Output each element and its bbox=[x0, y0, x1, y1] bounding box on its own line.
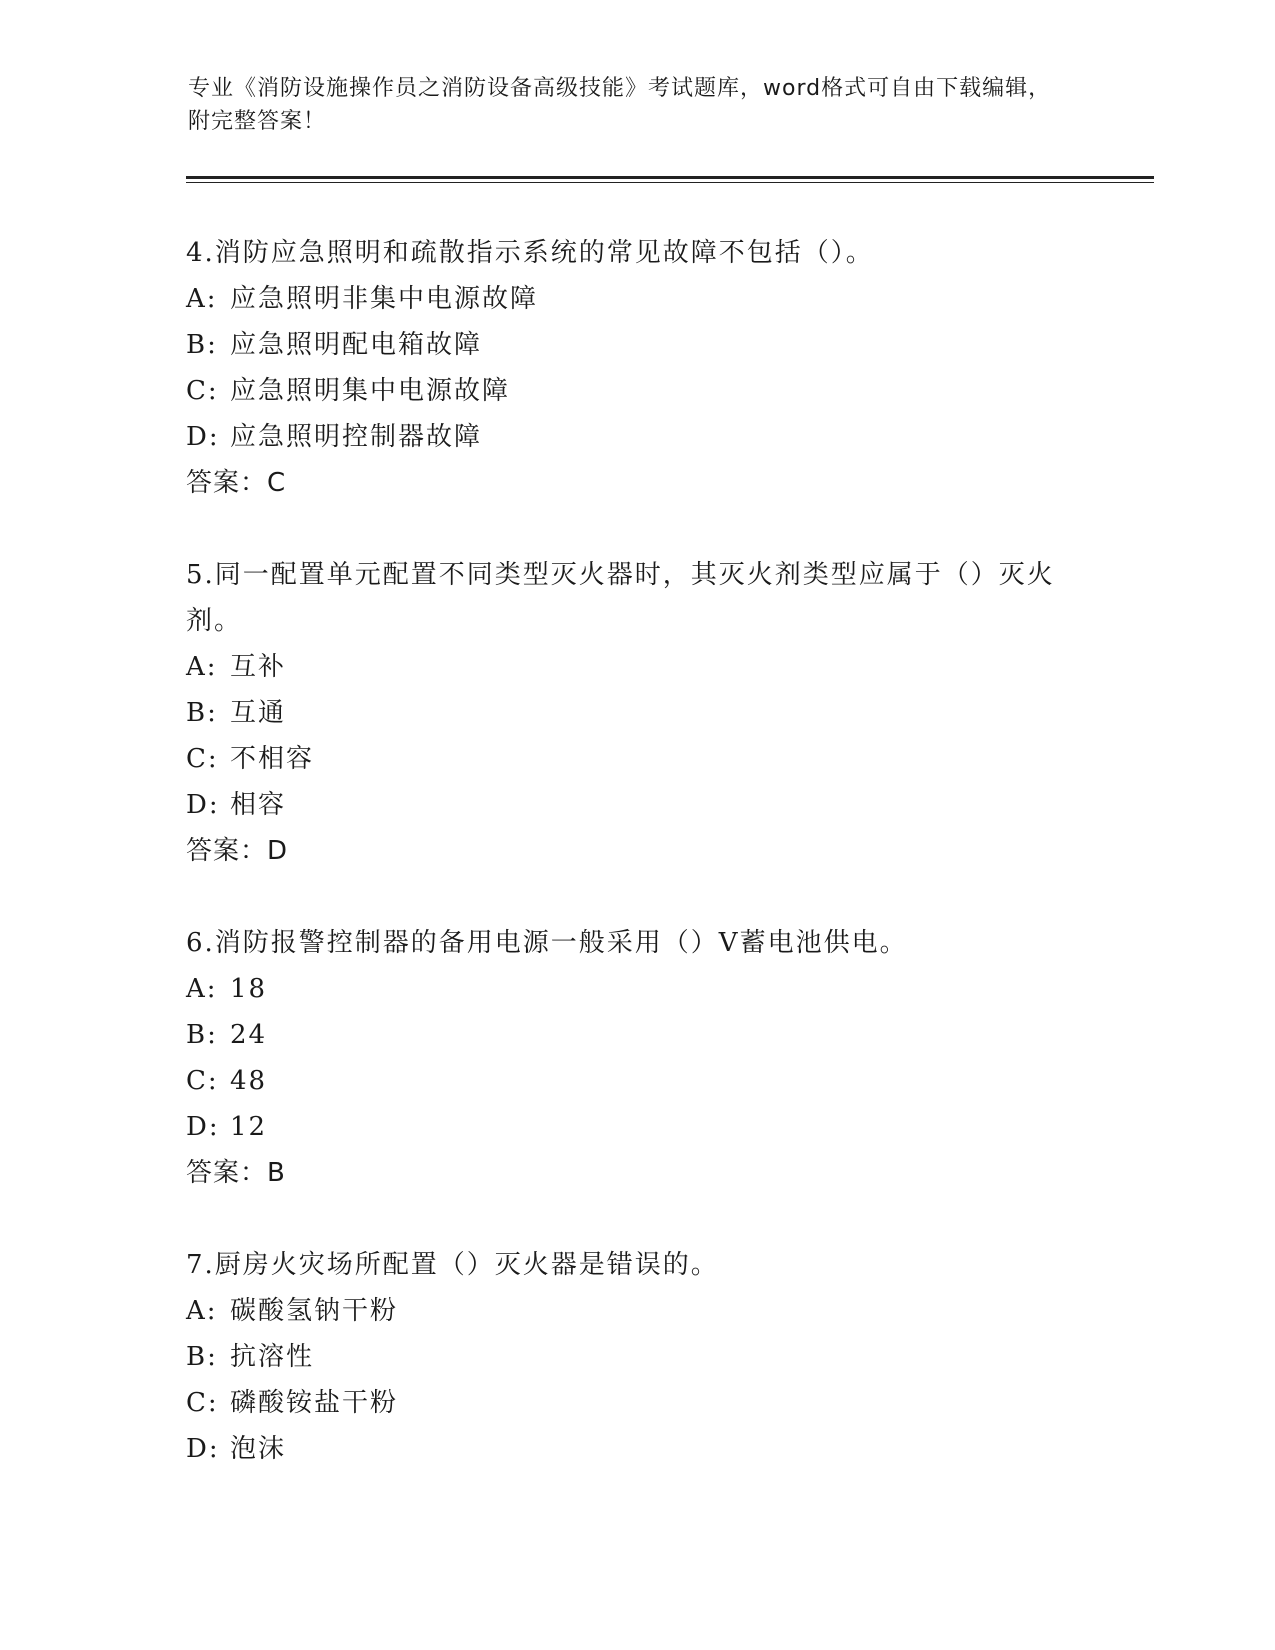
option-a bbox=[186, 1288, 1066, 1334]
option-a bbox=[186, 966, 1066, 1012]
option-b bbox=[186, 1012, 1066, 1058]
option-c bbox=[186, 368, 1066, 414]
option-letter: B: bbox=[186, 1342, 218, 1372]
option-d bbox=[186, 782, 1066, 828]
option-text: 应急照明配电箱故障 bbox=[230, 330, 483, 360]
option-letter: A: bbox=[186, 974, 218, 1004]
header-divider-thin bbox=[186, 182, 1154, 183]
question-list bbox=[186, 230, 1066, 1518]
option-letter: C: bbox=[186, 1066, 219, 1096]
option-text: 12 bbox=[230, 1112, 268, 1142]
question-5 bbox=[186, 552, 1066, 874]
question-4 bbox=[186, 230, 1066, 506]
question-7 bbox=[186, 1242, 1066, 1472]
option-a bbox=[186, 276, 1066, 322]
option-letter: D: bbox=[186, 422, 220, 452]
header-divider-thick bbox=[186, 176, 1154, 179]
question-stem: 6.消防报警控制器的备用电源一般采用（）V蓄电池供电。 bbox=[186, 928, 908, 958]
answer-line: 答案：D bbox=[186, 836, 289, 866]
option-text: 互通 bbox=[230, 698, 287, 728]
option-b bbox=[186, 322, 1066, 368]
option-d bbox=[186, 1426, 1066, 1472]
option-text: 应急照明非集中电源故障 bbox=[230, 284, 539, 314]
option-d bbox=[186, 1104, 1066, 1150]
option-text: 应急照明集中电源故障 bbox=[230, 376, 511, 406]
answer-line: 答案：C bbox=[186, 468, 287, 498]
option-text: 磷酸铵盐干粉 bbox=[230, 1388, 399, 1418]
question-stem: 7.厨房火灾场所配置（）灭火器是错误的。 bbox=[186, 1250, 719, 1280]
option-text: 碳酸氢钠干粉 bbox=[230, 1296, 399, 1326]
option-text: 应急照明控制器故障 bbox=[230, 422, 483, 452]
option-text: 泡沫 bbox=[230, 1434, 287, 1464]
option-c bbox=[186, 1380, 1066, 1426]
option-c bbox=[186, 736, 1066, 782]
question-stem: 5.同一配置单元配置不同类型灭火器时，其灭火剂类型应属于（）灭火剂。 bbox=[186, 560, 1055, 636]
answer-line: 答案：B bbox=[186, 1158, 286, 1188]
option-letter: B: bbox=[186, 330, 218, 360]
option-text: 相容 bbox=[230, 790, 287, 820]
option-letter: A: bbox=[186, 652, 218, 682]
option-d bbox=[186, 414, 1066, 460]
option-letter: C: bbox=[186, 744, 219, 774]
option-letter: A: bbox=[186, 284, 218, 314]
option-letter: C: bbox=[186, 376, 219, 406]
option-text: 18 bbox=[230, 974, 268, 1004]
option-text: 不相容 bbox=[230, 744, 315, 774]
option-letter: B: bbox=[186, 1020, 218, 1050]
document-intro: 专业《消防设施操作员之消防设备高级技能》考试题库，word格式可自由下载编辑，附完整答案！ bbox=[188, 76, 1052, 134]
option-text: 48 bbox=[230, 1066, 268, 1096]
option-letter: D: bbox=[186, 1434, 220, 1464]
option-text: 抗溶性 bbox=[230, 1342, 315, 1372]
option-c bbox=[186, 1058, 1066, 1104]
option-a bbox=[186, 644, 1066, 690]
option-text: 互补 bbox=[230, 652, 287, 682]
option-letter: C: bbox=[186, 1388, 219, 1418]
option-letter: B: bbox=[186, 698, 218, 728]
question-stem: 4.消防应急照明和疏散指示系统的常见故障不包括（）。 bbox=[186, 238, 874, 268]
option-b bbox=[186, 690, 1066, 736]
option-letter: A: bbox=[186, 1296, 218, 1326]
question-6 bbox=[186, 920, 1066, 1196]
option-letter: D: bbox=[186, 790, 220, 820]
option-text: 24 bbox=[230, 1020, 268, 1050]
option-letter: D: bbox=[186, 1112, 220, 1142]
option-b bbox=[186, 1334, 1066, 1380]
